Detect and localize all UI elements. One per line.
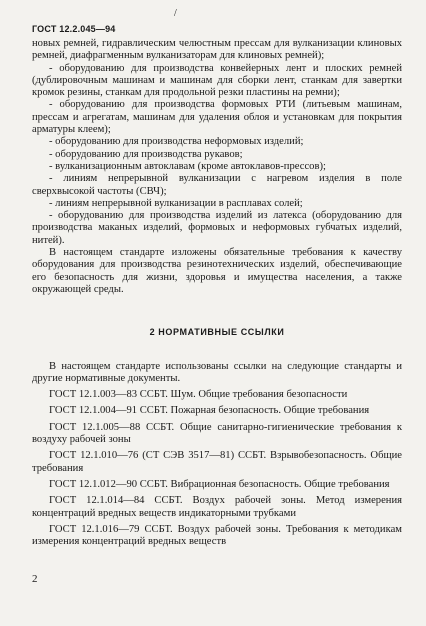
reference-item: ГОСТ 12.1.014—84 ССБТ. Воздух рабочей зоны. Метод измерения концентраций вредных веществ индикаторными трубками: [32, 495, 402, 519]
section-title: 2 НОРМАТИВНЫЕ ССЫЛКИ: [149, 327, 285, 338]
list-item: - вулканизационным автоклавам (кроме автоклавов-прессов);: [49, 160, 326, 172]
list-item: - оборудованию для производства изделий из латекса (оборудованию для производства маканых изделий, формовых и неформовых губчатых изделий, нитей).: [32, 210, 402, 246]
scan-mark: /: [174, 8, 177, 19]
page-number: 2: [32, 573, 38, 585]
reference-item: ГОСТ 12.1.010—76 (СТ СЭВ 3517—81) ССБТ. Взрывобезопасность. Общие требования: [32, 450, 402, 474]
list-item: - оборудованию для производства формовых РТИ (литьевым машинам, прессам и агрегатам, машинам для удаления облоя и установкам для покрытия арматуры клеем);: [32, 99, 402, 136]
reference-item: ГОСТ 12.1.003—83 ССБТ. Шум. Общие требования безопасности: [49, 389, 348, 401]
reference-item: ГОСТ 12.1.016—79 ССБТ. Воздух рабочей зоны. Требования к методикам измерения концентраций вредных веществ: [32, 523, 402, 548]
reference-item: ГОСТ 12.1.005—88 ССБТ. Общие санитарно-гигиенические требования к воздуху рабочей зоны: [32, 421, 402, 446]
section-intro: В настоящем стандарте использованы ссылки на следующие стандарты и другие нормативные документы.: [32, 360, 402, 384]
reference-item: ГОСТ 12.1.004—91 ССБТ. Пожарная безопасность. Общие требования: [49, 405, 370, 417]
page-header: ГОСТ 12.2.045—94: [32, 24, 116, 34]
paragraph: новых ремней, гидравлическим челюстным прессам для вулканизации клиновых ремней, диафрагменным вулканизаторам для клиновых ремней);: [32, 38, 402, 62]
list-item: - оборудованию для производства конвейерных лент и плоских ремней (дублировочным машинам и машинам для сборки лент, станкам для завертки кромок резины, станкам для продольной резки пластины на ремни);: [32, 62, 402, 99]
list-item: - оборудованию для производства неформовых изделий;: [49, 136, 304, 148]
paragraph: В настоящем стандарте изложены обязательные требования к качеству оборудования для производства резинотехнических изделий, обеспечивающие его безопасность для жизни, здоровья и имущества населения, а также окружающей среды.: [32, 247, 402, 295]
list-item: - оборудованию для производства рукавов;: [49, 148, 243, 160]
list-item: - линиям непрерывной вулканизации с нагревом изделия в поле сверхвысокой частоты (СВЧ);: [32, 173, 402, 197]
list-item: - линиям непрерывной вулканизации в расплавах солей;: [49, 197, 303, 209]
reference-item: ГОСТ 12.1.012—90 ССБТ. Вибрационная безопасность. Общие требования: [49, 478, 390, 490]
document-body: [32, 38, 402, 548]
